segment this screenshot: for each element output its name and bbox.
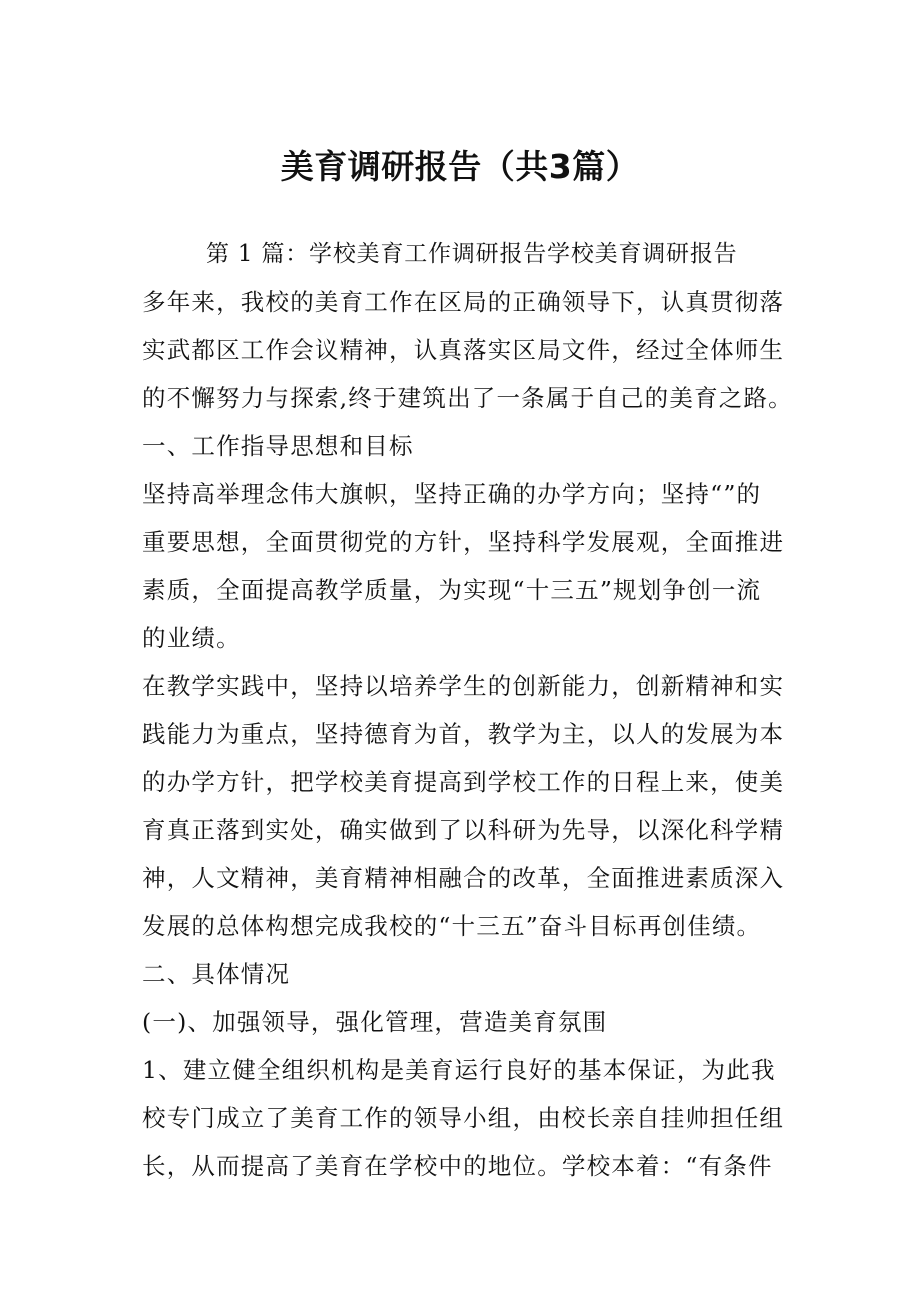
paragraph-line: 的不懈努力与探索,终于建筑出了一条属于自己的美育之路。 — [142, 384, 793, 412]
subsection-heading-leadership: (一)、加强领导，强化管理，营造美育氛围 — [142, 1008, 608, 1036]
paragraph-line: 育真正落到实处，确实做到了以科研为先导，以深化科学精 — [142, 816, 785, 844]
section-heading-specific-situation: 二、具体情况 — [142, 960, 291, 988]
paragraph-line: 发展的总体构想完成我校的“十三五”奋斗目标再创佳绩。 — [142, 912, 762, 940]
paragraph-line: 的业绩。 — [142, 624, 241, 652]
paragraph-line: 坚持高举理念伟大旗帜，坚持正确的办学方向；坚持“”的 — [142, 480, 762, 508]
section-heading-chapter-1: 第 1 篇：学校美育工作调研报告学校美育调研报告 — [206, 241, 738, 267]
document-title: 美育调研报告（共3篇） — [280, 147, 640, 186]
paragraph-line: 的办学方针，把学校美育提高到学校工作的日程上来，使美 — [142, 768, 785, 796]
paragraph-line: 长，从而提高了美育在学校中的地位。学校本着：“有条件 — [142, 1152, 773, 1180]
paragraph-line: 1、建立健全组织机构是美育运行良好的基本保证，为此我 — [142, 1056, 776, 1084]
section-heading-guiding-ideology: 一、工作指导思想和目标 — [142, 432, 414, 460]
paragraph-line: 多年来，我校的美育工作在区局的正确领导下，认真贯彻落 — [142, 288, 785, 316]
paragraph-line: 重要思想，全面贯彻党的方针，坚持科学发展观，全面推进 — [142, 528, 785, 556]
document-body — [142, 230, 802, 1190]
paragraph-line: 素质，全面提高教学质量，为实现“十三五”规划争创一流 — [142, 576, 762, 604]
paragraph-line: 实武都区工作会议精神，认真落实区局文件，经过全体师生 — [142, 336, 785, 364]
paragraph-line: 神，人文精神，美育精神相融合的改革，全面推进素质深入 — [142, 864, 785, 892]
paragraph-line: 在教学实践中，坚持以培养学生的创新能力，创新精神和实 — [142, 672, 785, 700]
paragraph-line: 践能力为重点，坚持德育为首，教学为主，以人的发展为本 — [142, 720, 785, 748]
paragraph-line: 校专门成立了美育工作的领导小组，由校长亲自挂帅担任组 — [142, 1104, 785, 1132]
